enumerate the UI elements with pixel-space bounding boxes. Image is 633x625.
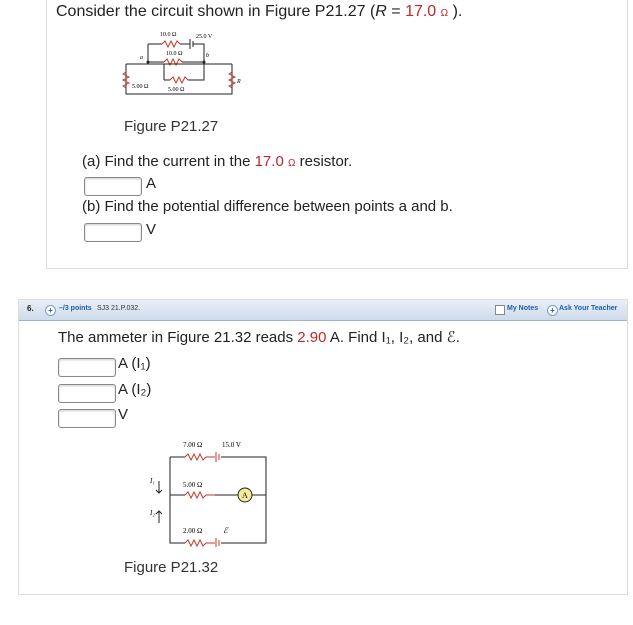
figure-caption-p21-27: Figure P21.27 <box>124 118 219 135</box>
answer-input-part-a[interactable] <box>84 177 142 196</box>
svg-text:R: R <box>237 79 241 85</box>
svg-text:a: a <box>140 55 143 61</box>
figure-p21-32 <box>145 435 275 547</box>
svg-text:10.0 Ω: 10.0 Ω <box>166 51 183 57</box>
part-a-question: (a) Find the current in the 17.0 Ω resistor. <box>82 153 353 170</box>
svg-text:2.00 Ω: 2.00 Ω <box>183 527 203 535</box>
svg-text:5.00 Ω: 5.00 Ω <box>168 87 185 93</box>
points-label: –/3 points <box>59 305 92 312</box>
svg-text:A: A <box>242 491 248 500</box>
resistor-5ohm-mid <box>170 77 188 83</box>
ask-teacher-link[interactable]: Ask Your Teacher <box>559 305 618 312</box>
part-b-question: (b) Find the potential difference between points a and b. <box>82 198 453 215</box>
unit-part-a: A <box>146 175 157 192</box>
problem-code: SJ3 21.P.032. <box>97 305 141 312</box>
answer-input-i2[interactable] <box>58 384 116 403</box>
question-6-text: The ammeter in Figure 21.32 reads 2.90 A. Find I₁, I₂, and ℰ. <box>58 329 460 346</box>
my-notes-checkbox[interactable] <box>495 305 505 315</box>
figure-caption-p21-32: Figure P21.32 <box>124 559 219 576</box>
unit-i1: A (I₁) <box>118 355 151 372</box>
question-5-title: Consider the circuit shown in Figure P21.27 (R = 17.0 Ω ). <box>56 3 463 20</box>
svg-text:b: b <box>206 53 209 59</box>
svg-text:ℰ: ℰ <box>223 526 228 535</box>
ask-teacher-icon[interactable]: + <box>547 305 558 316</box>
svg-text:5.00 Ω: 5.00 Ω <box>183 481 203 489</box>
svg-text:10.0 Ω: 10.0 Ω <box>160 32 177 38</box>
svg-text:25.0 V: 25.0 V <box>196 34 213 40</box>
answer-input-part-b[interactable] <box>84 223 142 242</box>
my-notes-link[interactable]: My Notes <box>507 305 539 312</box>
unit-i2: A (I₂) <box>118 381 152 398</box>
svg-text:I₁: I₁ <box>150 477 155 485</box>
svg-text:I₂: I₂ <box>150 509 155 517</box>
answer-input-i1[interactable] <box>58 358 116 377</box>
figure-p21-27 <box>118 28 248 100</box>
svg-text:7.00 Ω: 7.00 Ω <box>183 441 203 449</box>
resistor-10ohm-top <box>162 41 180 47</box>
unit-part-b: V <box>146 221 157 238</box>
question-header-bar <box>19 300 627 321</box>
unit-emf: V <box>118 406 129 423</box>
svg-text:15.0 V: 15.0 V <box>222 441 241 449</box>
expand-icon[interactable]: + <box>45 305 56 316</box>
svg-text:5.00 Ω: 5.00 Ω <box>132 84 149 90</box>
answer-input-emf[interactable] <box>58 409 116 428</box>
question-number: 6. <box>27 304 34 313</box>
